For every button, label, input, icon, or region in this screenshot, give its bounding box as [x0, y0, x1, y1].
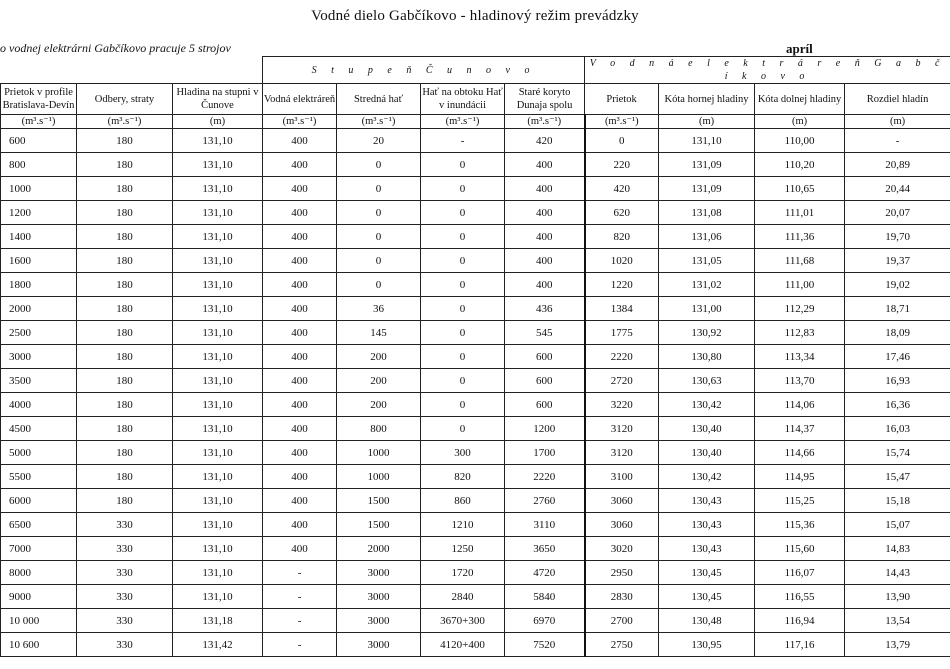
table-row	[1, 489, 950, 513]
table-cell: 110,20	[755, 153, 845, 177]
table-cell: 113,70	[755, 369, 845, 393]
table-cell: 3100	[585, 465, 659, 489]
table-cell: 20	[337, 129, 421, 153]
table-cell: -	[845, 129, 950, 153]
table-cell: -	[263, 561, 337, 585]
table-cell: 436	[505, 297, 585, 321]
table-cell: 111,68	[755, 249, 845, 273]
table-row	[1, 513, 950, 537]
table-cell: 420	[585, 177, 659, 201]
table-cell: 180	[77, 297, 173, 321]
table-cell: 1700	[505, 441, 585, 465]
unit-cell: (m³.s⁻¹)	[263, 115, 337, 129]
table-cell: 180	[77, 465, 173, 489]
table-cell: 131,10	[173, 345, 263, 369]
table-cell: 1500	[337, 513, 421, 537]
table-cell: 620	[585, 201, 659, 225]
table-cell: 6970	[505, 609, 585, 633]
table-cell: 20,44	[845, 177, 950, 201]
table-cell: 115,25	[755, 489, 845, 513]
table-cell: 131,10	[173, 393, 263, 417]
column-header-row	[1, 84, 950, 115]
table-cell: 1800	[1, 273, 77, 297]
table-row	[1, 129, 950, 153]
table-cell: 0	[421, 249, 505, 273]
table-cell: 400	[505, 201, 585, 225]
table-cell: 131,10	[173, 465, 263, 489]
table-cell: 2950	[585, 561, 659, 585]
column-header: Kóta hornej hladiny	[659, 84, 755, 115]
table-row	[1, 321, 950, 345]
table-cell: 1020	[585, 249, 659, 273]
table-cell: 3120	[585, 417, 659, 441]
table-cell: 860	[421, 489, 505, 513]
table-cell: 130,43	[659, 489, 755, 513]
table-cell: 114,66	[755, 441, 845, 465]
table-cell: 0	[421, 297, 505, 321]
table-cell: 17,46	[845, 345, 950, 369]
table-cell: 131,06	[659, 225, 755, 249]
table-cell: 1384	[585, 297, 659, 321]
table-cell: 1220	[585, 273, 659, 297]
table-cell: 330	[77, 585, 173, 609]
table-cell: 131,10	[659, 129, 755, 153]
unit-cell: (m)	[659, 115, 755, 129]
table-cell: 400	[263, 345, 337, 369]
table-cell: 130,92	[659, 321, 755, 345]
table-cell: 115,60	[755, 537, 845, 561]
table-cell: 0	[421, 321, 505, 345]
table-row	[1, 441, 950, 465]
table-cell: 0	[337, 249, 421, 273]
column-header: Rozdiel hladín	[845, 84, 950, 115]
unit-cell: (m³.s⁻¹)	[77, 115, 173, 129]
table-row	[1, 153, 950, 177]
table-row	[1, 273, 950, 297]
table-cell: 19,02	[845, 273, 950, 297]
table-cell: 112,83	[755, 321, 845, 345]
table-cell: 131,10	[173, 249, 263, 273]
table-cell: 130,95	[659, 633, 755, 657]
table-cell: 112,29	[755, 297, 845, 321]
table-cell: 545	[505, 321, 585, 345]
table-cell: 1400	[1, 225, 77, 249]
table-cell: 5500	[1, 465, 77, 489]
table-cell: 113,34	[755, 345, 845, 369]
table-cell: 220	[585, 153, 659, 177]
table-cell: 1000	[337, 441, 421, 465]
table-cell: 131,00	[659, 297, 755, 321]
table-cell: 400	[263, 129, 337, 153]
table-cell: 110,00	[755, 129, 845, 153]
table-cell: 131,10	[173, 321, 263, 345]
table-cell: 180	[77, 129, 173, 153]
unit-row	[1, 115, 950, 129]
table-cell: 400	[263, 297, 337, 321]
table-cell: 400	[263, 249, 337, 273]
table-cell: 3000	[337, 609, 421, 633]
table-cell: 0	[421, 153, 505, 177]
table-cell: 18,09	[845, 321, 950, 345]
table-cell: 13,54	[845, 609, 950, 633]
table-cell: 1200	[1, 201, 77, 225]
table-cell: 2830	[585, 585, 659, 609]
table-cell: 330	[77, 513, 173, 537]
table-cell: 10 000	[1, 609, 77, 633]
table-cell: 1600	[1, 249, 77, 273]
column-header: Vodná elektráreň	[263, 84, 337, 115]
table-cell: 131,05	[659, 249, 755, 273]
table-cell: 8000	[1, 561, 77, 585]
group-stupen-cunovo: S t u p e ň Č u n o v o	[263, 57, 585, 84]
table-cell: 0	[421, 201, 505, 225]
table-cell: 130,45	[659, 585, 755, 609]
table-cell: 20,89	[845, 153, 950, 177]
table-cell: 5840	[505, 585, 585, 609]
document-title: Vodné dielo Gabčíkovo - hladinový režim prevádzky	[311, 8, 639, 24]
table-cell: 400	[263, 201, 337, 225]
table-cell: 330	[77, 633, 173, 657]
table-cell: 114,95	[755, 465, 845, 489]
table-cell: 131,08	[659, 201, 755, 225]
table-cell: 19,70	[845, 225, 950, 249]
table-cell: 16,36	[845, 393, 950, 417]
table-row	[1, 633, 950, 657]
table-cell: 145	[337, 321, 421, 345]
table-cell: 2000	[337, 537, 421, 561]
table-row	[1, 609, 950, 633]
table-row	[1, 393, 950, 417]
table-cell: 131,10	[173, 177, 263, 201]
table-cell: 6500	[1, 513, 77, 537]
table-cell: 400	[263, 177, 337, 201]
table-cell: 600	[1, 129, 77, 153]
table-cell: 130,40	[659, 441, 755, 465]
table-cell: 4720	[505, 561, 585, 585]
table-cell: 0	[421, 273, 505, 297]
table-cell: 0	[421, 177, 505, 201]
unit-cell: (m³.s⁻¹)	[1, 115, 77, 129]
table-row	[1, 177, 950, 201]
month-label: apríl	[786, 41, 813, 56]
table-row	[1, 225, 950, 249]
column-header: Hať na obtoku Hať v inundácii	[421, 84, 505, 115]
table-row	[1, 369, 950, 393]
table-cell: 200	[337, 369, 421, 393]
table-cell: 180	[77, 201, 173, 225]
table-cell: 15,47	[845, 465, 950, 489]
table-cell: 130,43	[659, 513, 755, 537]
table-cell: 13,90	[845, 585, 950, 609]
table-cell: 4000	[1, 393, 77, 417]
table-row	[1, 585, 950, 609]
table-cell: 0	[585, 129, 659, 153]
table-row	[1, 201, 950, 225]
unit-cell: (m³.s⁻¹)	[421, 115, 505, 129]
table-cell: 180	[77, 393, 173, 417]
table-cell: 14,83	[845, 537, 950, 561]
table-cell: 114,37	[755, 417, 845, 441]
table-cell: 131,10	[173, 537, 263, 561]
table-cell: 180	[77, 153, 173, 177]
table-cell: 0	[337, 273, 421, 297]
table-cell: 5000	[1, 441, 77, 465]
table-cell: 2220	[505, 465, 585, 489]
table-cell: 3670+300	[421, 609, 505, 633]
table-cell: 6000	[1, 489, 77, 513]
table-cell: 800	[337, 417, 421, 441]
table-cell: 330	[77, 537, 173, 561]
table-cell: 180	[77, 489, 173, 513]
table-cell: 130,43	[659, 537, 755, 561]
table-cell: 600	[505, 393, 585, 417]
table-cell: 19,37	[845, 249, 950, 273]
table-cell: 3110	[505, 513, 585, 537]
unit-cell: (m³.s⁻¹)	[585, 115, 659, 129]
column-header: Prietok v profile Bratislava-Devín	[1, 84, 77, 115]
table-cell: 3120	[585, 441, 659, 465]
table-cell: 330	[77, 561, 173, 585]
unit-cell: (m)	[845, 115, 950, 129]
table-cell: 131,10	[173, 273, 263, 297]
operation-table	[0, 56, 950, 657]
table-cell: 1000	[1, 177, 77, 201]
table-cell: 180	[77, 441, 173, 465]
table-cell: 820	[421, 465, 505, 489]
table-cell: 3220	[585, 393, 659, 417]
table-cell: 2000	[1, 297, 77, 321]
table-cell: 130,48	[659, 609, 755, 633]
table-cell: 3500	[1, 369, 77, 393]
table-cell: 7520	[505, 633, 585, 657]
table-cell: 420	[505, 129, 585, 153]
table-cell: 0	[337, 201, 421, 225]
table-cell: 0	[337, 153, 421, 177]
unit-cell: (m)	[173, 115, 263, 129]
table-cell: 400	[263, 513, 337, 537]
table-cell: 10 600	[1, 633, 77, 657]
table-cell: 0	[421, 393, 505, 417]
table-cell: 400	[263, 441, 337, 465]
table-cell: 0	[421, 417, 505, 441]
table-cell: 130,45	[659, 561, 755, 585]
table-cell: 117,16	[755, 633, 845, 657]
table-cell: 14,43	[845, 561, 950, 585]
table-body	[1, 129, 950, 657]
table-cell: 4500	[1, 417, 77, 441]
table-cell: 400	[505, 249, 585, 273]
column-header: Staré koryto Dunaja spolu	[505, 84, 585, 115]
table-cell: 3000	[337, 585, 421, 609]
column-header: Kóta dolnej hladiny	[755, 84, 845, 115]
table-cell: 2700	[585, 609, 659, 633]
table-cell: -	[263, 585, 337, 609]
table-cell: 0	[337, 177, 421, 201]
unit-cell: (m³.s⁻¹)	[337, 115, 421, 129]
table-cell: 400	[505, 273, 585, 297]
table-cell: 400	[263, 369, 337, 393]
table-cell: 116,94	[755, 609, 845, 633]
table-cell: 180	[77, 369, 173, 393]
table-cell: 180	[77, 321, 173, 345]
table-cell: -	[263, 633, 337, 657]
table-cell: 200	[337, 345, 421, 369]
table-cell: 131,10	[173, 201, 263, 225]
table-cell: 1210	[421, 513, 505, 537]
table-cell: 3650	[505, 537, 585, 561]
table-cell: 1000	[337, 465, 421, 489]
table-cell: 3000	[1, 345, 77, 369]
table-cell: 0	[337, 225, 421, 249]
table-cell: 7000	[1, 537, 77, 561]
table-row	[1, 249, 950, 273]
table-cell: 131,10	[173, 297, 263, 321]
table-row	[1, 465, 950, 489]
table-cell: 131,10	[173, 225, 263, 249]
table-cell: 13,79	[845, 633, 950, 657]
table-cell: 3000	[337, 633, 421, 657]
table-cell: 400	[263, 489, 337, 513]
table-cell: 116,55	[755, 585, 845, 609]
column-header: Prietok	[585, 84, 659, 115]
table-cell: 180	[77, 273, 173, 297]
table-cell: 131,10	[173, 369, 263, 393]
table-cell: 2720	[585, 369, 659, 393]
table-cell: 400	[263, 153, 337, 177]
table-cell: 330	[77, 609, 173, 633]
table-cell: 3020	[585, 537, 659, 561]
table-cell: 600	[505, 345, 585, 369]
table-cell: 1720	[421, 561, 505, 585]
table-cell: 1500	[337, 489, 421, 513]
table-row	[1, 345, 950, 369]
table-cell: 15,18	[845, 489, 950, 513]
table-cell: 180	[77, 225, 173, 249]
table-cell: 110,65	[755, 177, 845, 201]
table-cell: 131,10	[173, 441, 263, 465]
table-cell: 2750	[585, 633, 659, 657]
table-cell: 400	[505, 225, 585, 249]
table-cell: 131,02	[659, 273, 755, 297]
table-cell: 400	[263, 537, 337, 561]
table-cell: 400	[263, 393, 337, 417]
table-cell: 111,36	[755, 225, 845, 249]
table-cell: 3060	[585, 513, 659, 537]
table-cell: 131,42	[173, 633, 263, 657]
table-cell: 600	[505, 369, 585, 393]
table-cell: 130,40	[659, 417, 755, 441]
table-cell: 400	[263, 465, 337, 489]
table-cell: 130,63	[659, 369, 755, 393]
table-cell: 18,71	[845, 297, 950, 321]
table-cell: 130,42	[659, 465, 755, 489]
table-cell: 1250	[421, 537, 505, 561]
table-cell: 15,74	[845, 441, 950, 465]
table-cell: 2220	[585, 345, 659, 369]
table-cell: 4120+400	[421, 633, 505, 657]
table-cell: 400	[505, 153, 585, 177]
table-cell: 3060	[585, 489, 659, 513]
table-cell: 15,07	[845, 513, 950, 537]
table-cell: 111,01	[755, 201, 845, 225]
table-cell: 9000	[1, 585, 77, 609]
table-cell: 200	[337, 393, 421, 417]
table-cell: 400	[505, 177, 585, 201]
table-cell: 1775	[585, 321, 659, 345]
column-header: Stredná hať	[337, 84, 421, 115]
table-cell: 0	[421, 225, 505, 249]
table-cell: 400	[263, 225, 337, 249]
group-elektraren-gabcikovo: V o d n á e l e k t r á r e ň G a b č í k o v o	[585, 57, 950, 84]
table-row	[1, 297, 950, 321]
table-cell: 36	[337, 297, 421, 321]
table-cell: 131,10	[173, 153, 263, 177]
table-cell: 800	[1, 153, 77, 177]
table-cell: 300	[421, 441, 505, 465]
table-cell: 130,42	[659, 393, 755, 417]
table-cell: 2840	[421, 585, 505, 609]
table-cell: 400	[263, 273, 337, 297]
table-cell: -	[263, 609, 337, 633]
table-cell: 2760	[505, 489, 585, 513]
table-cell: 130,80	[659, 345, 755, 369]
table-cell: 131,09	[659, 177, 755, 201]
table-cell: -	[421, 129, 505, 153]
table-cell: 20,07	[845, 201, 950, 225]
column-header: Odbery, straty	[77, 84, 173, 115]
table-cell: 131,10	[173, 417, 263, 441]
table-cell: 180	[77, 417, 173, 441]
table-cell: 0	[421, 369, 505, 393]
table-row	[1, 537, 950, 561]
table-cell: 111,00	[755, 273, 845, 297]
table-cell: 3000	[337, 561, 421, 585]
document-subtitle: o vodnej elektrárni Gabčíkovo pracuje 5 strojov	[0, 41, 231, 55]
table-cell: 131,10	[173, 489, 263, 513]
table-cell: 0	[421, 345, 505, 369]
table-cell: 180	[77, 177, 173, 201]
table-row	[1, 561, 950, 585]
table-cell: 131,10	[173, 129, 263, 153]
table-cell: 131,09	[659, 153, 755, 177]
table-cell: 16,03	[845, 417, 950, 441]
table-cell: 1200	[505, 417, 585, 441]
column-header: Hladina na stupni v Čunove	[173, 84, 263, 115]
table-row	[1, 417, 950, 441]
table-cell: 116,07	[755, 561, 845, 585]
table-cell: 400	[263, 321, 337, 345]
table-cell: 114,06	[755, 393, 845, 417]
unit-cell: (m)	[755, 115, 845, 129]
table-cell: 131,10	[173, 585, 263, 609]
table-cell: 180	[77, 249, 173, 273]
table-cell: 180	[77, 345, 173, 369]
table-cell: 115,36	[755, 513, 845, 537]
table-cell: 131,18	[173, 609, 263, 633]
group-header-row	[1, 57, 950, 84]
table-cell: 131,10	[173, 561, 263, 585]
table-cell: 131,10	[173, 513, 263, 537]
table-cell: 2500	[1, 321, 77, 345]
unit-cell: (m³.s⁻¹)	[505, 115, 585, 129]
table-cell: 16,93	[845, 369, 950, 393]
table-cell: 820	[585, 225, 659, 249]
table-cell: 400	[263, 417, 337, 441]
